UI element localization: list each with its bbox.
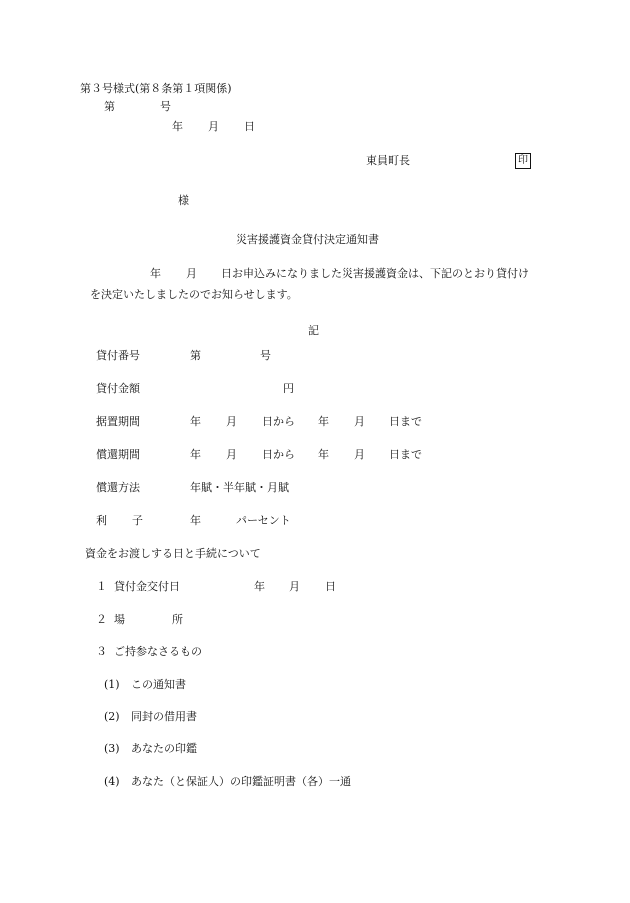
procedure-2-label-sho: 所 bbox=[172, 613, 183, 626]
deferral-nen-2: 年 bbox=[318, 415, 329, 428]
deferral-hikara: 日から bbox=[262, 415, 295, 428]
deferral-nen-1: 年 bbox=[190, 415, 201, 428]
bring-3-text: あなたの印鑑 bbox=[131, 742, 197, 755]
date-nen: 年 bbox=[172, 120, 183, 133]
number-dai: 第 bbox=[104, 100, 115, 113]
repayment-method-label: 償還方法 bbox=[96, 481, 140, 494]
date-hi: 日 bbox=[244, 120, 255, 133]
bring-1-num: (1) bbox=[104, 678, 120, 691]
bring-4-num: (4) bbox=[104, 775, 120, 788]
procedure-heading: 資金をお渡しする日と手続について bbox=[85, 547, 261, 560]
issuer-name: 東員町長 bbox=[366, 154, 410, 167]
procedure-2-label-ba: 場 bbox=[114, 613, 125, 626]
seal-box bbox=[515, 153, 531, 169]
loan-amount-unit: 円 bbox=[283, 382, 294, 395]
loan-number-dai: 第 bbox=[190, 349, 201, 362]
procedure-1-nen: 年 bbox=[254, 580, 265, 593]
deferral-tsuki-2: 月 bbox=[354, 415, 365, 428]
intro-tsuki: 月 bbox=[186, 267, 197, 280]
procedure-3-label: ご持参なさるもの bbox=[114, 645, 202, 658]
loan-amount-label: 貸付金額 bbox=[96, 382, 140, 395]
intro-nen: 年 bbox=[150, 267, 161, 280]
document-title: 災害援護資金貸付決定通知書 bbox=[236, 233, 379, 246]
procedure-1-label: 貸付金交付日 bbox=[114, 580, 180, 593]
procedure-1-tsuki: 月 bbox=[289, 580, 300, 593]
interest-label-ri: 利 bbox=[96, 514, 107, 527]
repayment-period-label: 償還期間 bbox=[96, 448, 140, 461]
loan-number-go: 号 bbox=[260, 349, 271, 362]
deferral-himade: 日まで bbox=[389, 415, 422, 428]
interest-percent: パーセント bbox=[236, 514, 291, 527]
intro-line-1: 日お申込みになりました災害援護資金は、下記のとおり貸付け bbox=[221, 267, 529, 280]
number-go: 号 bbox=[160, 100, 171, 113]
interest-label-shi: 子 bbox=[132, 514, 143, 527]
procedure-1-hi: 日 bbox=[325, 580, 336, 593]
bring-4-text: あなた（と保証人）の印鑑証明書（各）一通 bbox=[131, 775, 351, 788]
seal-mark: 印 bbox=[518, 155, 528, 166]
date-tsuki: 月 bbox=[208, 120, 219, 133]
repayment-nen-2: 年 bbox=[318, 448, 329, 461]
repayment-himade: 日まで bbox=[389, 448, 422, 461]
bring-3-num: (3) bbox=[104, 742, 120, 755]
form-number: 第３号様式(第８条第１項関係) bbox=[80, 82, 232, 95]
repayment-method-value: 年賦・半年賦・月賦 bbox=[190, 481, 289, 494]
bring-2-num: (2) bbox=[104, 710, 120, 723]
repayment-tsuki-2: 月 bbox=[354, 448, 365, 461]
deferral-tsuki-1: 月 bbox=[226, 415, 237, 428]
interest-nen: 年 bbox=[190, 514, 201, 527]
procedure-2-num: ２ bbox=[96, 613, 107, 626]
procedure-3-num: ３ bbox=[96, 645, 107, 658]
repayment-hikara: 日から bbox=[262, 448, 295, 461]
addressee-sama: 様 bbox=[178, 194, 189, 207]
bring-1-text: この通知書 bbox=[131, 678, 186, 691]
procedure-1-num: １ bbox=[96, 580, 107, 593]
bring-2-text: 同封の借用書 bbox=[131, 710, 197, 723]
loan-number-label: 貸付番号 bbox=[96, 349, 140, 362]
deferral-label: 据置期間 bbox=[96, 415, 140, 428]
repayment-tsuki-1: 月 bbox=[226, 448, 237, 461]
repayment-nen-1: 年 bbox=[190, 448, 201, 461]
ki-heading: 記 bbox=[308, 324, 319, 337]
intro-line-2: を決定いたしましたのでお知らせします。 bbox=[90, 288, 298, 301]
